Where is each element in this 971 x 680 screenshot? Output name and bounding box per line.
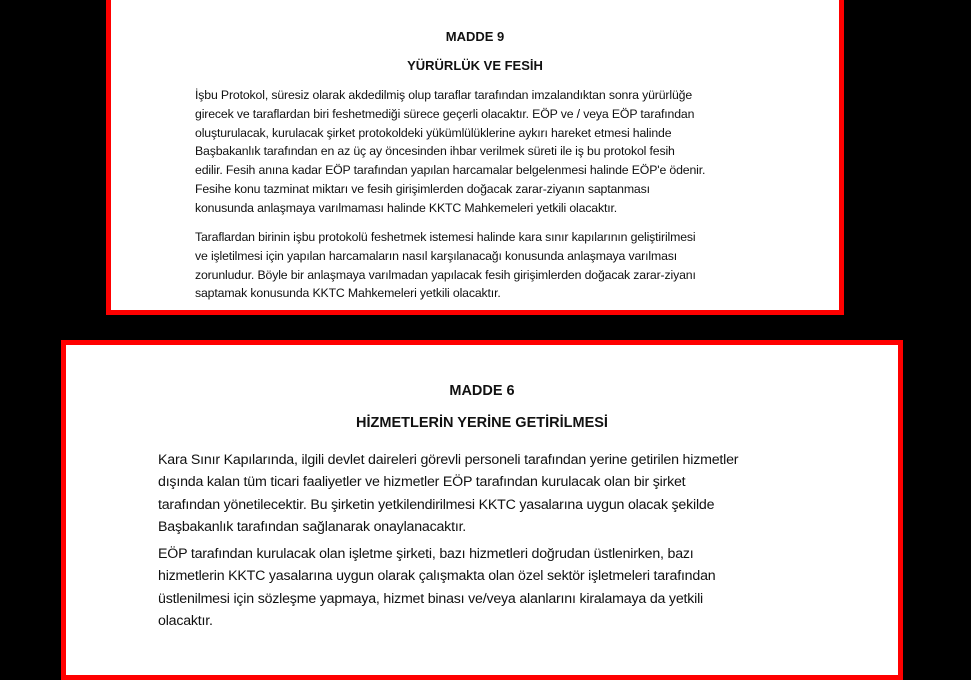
text-line: dışında kalan tüm ticari faaliyetler ve hizmetler EÖP tarafından kurulacak olan bir şirket [158,474,686,491]
text-line: EÖP tarafından kurulacak olan işletme şirketi, bazı hizmetleri doğrudan üstlenirken, bazı [158,546,694,562]
article-title: HİZMETLERİN YERİNE GETİRİLMESİ [356,415,608,431]
article-number: MADDE 9 [445,29,505,44]
text-line: oluşturulacak, kurulacak şirket protokoldeki yükümlülüklerine aykırı hareket etmesi halinde [195,125,672,140]
article-title: YÜRÜRLÜK VE FESİH [407,58,543,73]
document-excerpt-madde-9 [106,0,844,315]
text-line: Taraflardan birinin işbu protokolü feshetmek istemesi halinde kara sınır kapılarının geliştirilmesi [195,230,696,244]
text-line: girecek ve taraflardan biri feshetmediği sürece geçerli olacaktır. EÖP ve / veya EÖP tarafından [195,106,695,121]
text-line: Fesihe konu tazminat miktarı ve fesih girişimlerden doğacak zarar-ziyanın saptanması [195,181,650,196]
paragraph [195,228,696,303]
text-line: hizmetlerin KKTC yasalarına uygun olarak çalışmakta olan özel sektör işletmeleri tarafından [158,568,716,585]
text-line: konusunda anlaşmaya varılmaması halinde KKTC Mahkemeleri yetkili olacaktır. [195,200,618,215]
text-line: ve işletilmesi için yapılan harcamaların nasıl karşılanacağı konusunda anlaşmaya varılması [195,248,678,263]
text-line: Kara Sınır Kapılarında, ilgili devlet daireleri görevli personeli tarafından yerine getirilen hizmetler [158,452,739,468]
text-line: olacaktır. [158,612,213,629]
text-line: Başbakanlık tarafından en az üç ay öncesinden ihbar verilmek süreti ile iş bu protokol fesih [195,144,675,159]
text-line: İşbu Protokol, süresiz olarak akdedilmiş olup taraflar tarafından imzalandıktan sonra yürürlüğe [195,88,693,102]
paragraph [158,449,738,538]
paragraph [195,86,705,218]
text-line: Başbakanlık tarafından sağlanarak onaylanacaktır. [158,518,467,535]
article-number: MADDE 6 [449,383,515,399]
document-excerpt-madde-6 [61,340,903,680]
text-line: üstlenilmesi için sözleşme yapmaya, hizmet binası ve/veya alanlarını kiralamaya da yetkili [158,590,704,607]
text-line: saptamak konusunda KKTC Mahkemeleri yetkili olacaktır. [195,286,501,301]
paragraph [158,543,715,632]
text-line: edilir. Fesih anına kadar EÖP tarafından yapılan harcamalar belgelenmesi halinde EÖP'e ödenir. [195,163,706,178]
text-line: zorunludur. Böyle bir anlaşmaya varılmadan yapılacak fesih girişimlerden doğacak zarar-ziyanı [195,267,696,282]
text-line: tarafından yönetilecektir. Bu şirketin yetkilendirilmesi KKTC yasalarına uygun olacak şekilde [158,496,715,513]
